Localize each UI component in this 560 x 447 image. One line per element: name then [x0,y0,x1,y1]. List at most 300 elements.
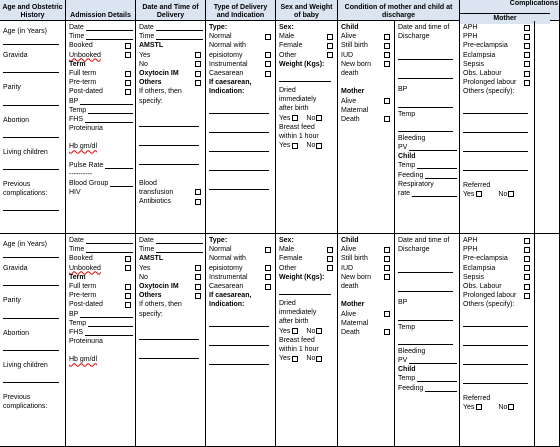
gravida-field[interactable] [3,64,59,73]
discharge-line-1[interactable] [398,264,453,273]
maternal-death-label-2: Death [341,328,360,336]
antibiotics-checkbox[interactable] [195,199,201,205]
dried-no-checkbox[interactable] [316,328,322,334]
transfusion-checkbox[interactable] [195,189,201,195]
booked-label: Booked [69,255,93,263]
comp-line-1[interactable] [463,318,528,327]
prolonged-checkbox[interactable] [524,293,530,299]
mother-label: Mother [341,301,365,309]
bf-yes-checkbox[interactable] [292,143,298,149]
instrumental-checkbox[interactable] [265,61,271,67]
referred-yes-checkbox[interactable] [476,404,482,410]
discharge-bp-label: BP [398,299,408,307]
comp-line-2[interactable] [463,124,528,133]
cell-delivery-type [206,21,276,233]
dried-no-checkbox[interactable] [316,115,322,121]
child-temp-field[interactable] [417,162,457,169]
stillbirth-checkbox[interactable] [384,256,390,262]
cell-delivery-time [136,21,206,233]
cell-condition [338,234,395,446]
booked-checkbox[interactable] [125,256,131,262]
eclampsia-checkbox[interactable] [524,52,530,58]
female-checkbox[interactable] [327,256,333,262]
others-line-3[interactable] [139,156,199,165]
maternal-death-checkbox[interactable] [384,116,390,122]
prolonged-checkbox[interactable] [524,80,530,86]
ifcaes-label: If caesarean, [209,79,252,87]
adm-time-label: Time [69,33,85,41]
child-label: Child [341,24,359,31]
maternal-death-label: Maternal [341,319,369,327]
cell-discharge [395,234,460,446]
discharge-line-2[interactable] [398,283,453,292]
sepsis-checkbox[interactable] [524,61,530,67]
normal-checkbox[interactable] [265,247,271,253]
preterm-checkbox[interactable] [125,80,131,86]
bf-label: Breast feed [279,336,315,344]
del-time-field[interactable] [156,246,203,253]
discharge-line-1[interactable] [398,51,453,60]
referred-yes-label: Yes [463,403,475,411]
dried-yes-label: Yes [279,114,291,122]
oxytocin-checkbox[interactable] [195,71,201,77]
dried-yes-checkbox[interactable] [292,115,298,121]
amstl-no-checkbox[interactable] [195,274,201,280]
normal-label: Normal [209,33,232,41]
male-label: Male [279,33,295,41]
indication-line-2[interactable] [209,337,269,346]
bf-label-2: within 1 hour [279,132,319,140]
register-row [0,234,560,447]
adm-temp-field[interactable] [88,320,133,327]
pph-label: PPH [463,33,478,41]
fullterm-checkbox[interactable] [125,71,131,77]
feeding-field[interactable] [425,385,457,392]
parity-field[interactable] [3,310,59,319]
del-time-field[interactable] [156,33,203,40]
amstl-no-label: No [139,273,148,281]
discharge-label: Discharge [398,246,430,254]
discharge-temp-field[interactable] [398,336,453,345]
comp-line-3[interactable] [463,143,528,152]
child-alive-label: Alive [341,33,357,41]
age-field[interactable] [3,249,59,258]
other-sex-label: Other [279,264,297,272]
cell-age-history [0,21,66,233]
pph-label: PPH [463,246,478,254]
aph-checkbox[interactable] [524,238,530,244]
adm-time-field[interactable] [86,246,133,253]
caesarean-label: Caesarean [209,282,244,290]
referred-label: Referred [463,181,491,189]
ifothers-label-2: specify: [139,97,163,105]
postdated-checkbox[interactable] [125,89,131,95]
aph-label: APH [463,24,478,31]
iud-label: IUD [341,264,354,272]
comp-line-4[interactable] [463,162,528,171]
bf-yes-checkbox[interactable] [292,356,298,362]
pv-label: PV [398,356,408,364]
caesarean-checkbox[interactable] [265,71,271,77]
others-line-1[interactable] [139,118,199,127]
normal-label: Normal [209,246,232,254]
stillbirth-label: Still birth [341,255,368,263]
del-others-checkbox[interactable] [195,80,201,86]
dried-label: Dried [279,299,296,307]
episiotomy-checkbox[interactable] [265,265,271,271]
discharge-dt-label: Date and time of [398,237,450,244]
parity-label: Parity [3,84,21,92]
male-checkbox[interactable] [327,247,333,253]
aph-checkbox[interactable] [524,25,530,31]
blood-label: Blood [139,179,157,187]
adm-temp-field[interactable] [88,107,133,114]
pv-field[interactable] [409,357,457,364]
obs-checkbox[interactable] [524,71,530,77]
iud-label: IUD [341,51,354,59]
adm-date-field[interactable] [86,237,133,244]
ifothers-label: If others, then [139,301,182,309]
fhs-label: FHS [69,328,83,336]
bf-yes-label: Yes [279,142,291,150]
normal-checkbox[interactable] [265,34,271,40]
discharge-child-label: Child [398,153,416,161]
female-checkbox[interactable] [327,43,333,49]
other-sex-checkbox[interactable] [327,52,333,58]
stillbirth-checkbox[interactable] [384,43,390,49]
fullterm-label: Full term [69,282,97,290]
unbooked-label: Unbooked [69,264,101,272]
instrumental-label: Instrumental [209,60,248,68]
male-checkbox[interactable] [327,34,333,40]
fullterm-label: Full term [69,69,97,77]
maternal-death-label: Maternal [341,106,369,114]
weight-label: Weight (Kgs): [279,273,325,281]
header-mother: Mother [460,13,550,24]
child-alive-label: Alive [341,246,357,254]
iud-checkbox[interactable] [384,52,390,58]
abortion-label: Abortion [3,329,30,337]
unbooked-checkbox[interactable] [125,265,131,271]
episiotomy-label: Normal with [209,255,246,263]
bf-label: Breast feed [279,123,315,131]
bf-label-2: within 1 hour [279,345,319,353]
ifcaes-label: If caesarean, [209,292,252,300]
amstl-no-label: No [139,60,148,68]
adm-time-field[interactable] [86,33,133,40]
indication-line-4[interactable] [209,162,269,171]
del-others-checkbox[interactable] [195,293,201,299]
hb-label: Hb gm/dl [69,356,98,364]
mother-alive-label: Alive [341,310,357,318]
living-children-field[interactable] [3,374,59,383]
parity-field[interactable] [3,97,59,106]
cell-sex-weight [276,234,338,446]
preeclampsia-checkbox[interactable] [524,43,530,49]
dashes-label: ---------- [69,171,93,178]
obs-checkbox[interactable] [524,284,530,290]
adm-bp-label: BP [69,310,79,318]
cell-admission [66,21,136,233]
comp-line-1[interactable] [463,105,528,114]
fhs-field[interactable] [85,329,133,336]
bf-no-label: No [306,355,316,363]
preterm-checkbox[interactable] [125,293,131,299]
dried-yes-label: Yes [279,327,291,335]
age-label: Age (in Years) [3,241,47,248]
episiotomy-label-2: episiotomy [209,51,243,59]
ifothers-label-2: specify: [139,310,163,318]
discharge-bp-field[interactable] [398,99,453,108]
del-time-label: Time [139,33,155,41]
living-children-field[interactable] [3,161,59,170]
indication-line-1[interactable] [209,105,269,114]
unbooked-checkbox[interactable] [125,52,131,58]
fhs-label: FHS [69,115,83,123]
weight-field[interactable] [279,73,331,82]
preterm-label: Pre-term [69,292,97,300]
adm-date-label: Date [69,237,84,244]
mother-alive-checkbox[interactable] [384,98,390,104]
referred-yes-checkbox[interactable] [476,191,482,197]
living-children-label: Living children [3,148,48,156]
pulse-field[interactable] [105,162,133,169]
adm-date-label: Date [69,24,84,31]
fhs-field[interactable] [85,116,133,123]
indication-line-3[interactable] [209,143,269,152]
discharge-temp-label: Temp [398,323,416,331]
child-temp-label: Temp [398,162,416,170]
amstl-yes-label: Yes [139,51,151,59]
del-date-label: Date [139,24,154,31]
unbooked-label: Unbooked [69,51,101,59]
caesarean-label: Caesarean [209,69,244,77]
feeding-field[interactable] [425,172,457,179]
cell-age-history [0,234,66,446]
eclampsia-label: Eclampsia [463,51,496,59]
age-field[interactable] [3,36,59,45]
resp-field[interactable] [412,190,457,197]
amstl-label: AMSTL [139,255,164,263]
abortion-field[interactable] [3,129,59,138]
cell-discharge [395,21,460,233]
postdated-label: Post-dated [69,301,103,309]
cell-delivery-type [206,234,276,446]
discharge-temp-field[interactable] [398,123,453,132]
prev-label: Previous [3,393,31,401]
cell-admission [66,234,136,446]
discharge-dt-label: Date and time of [398,24,450,31]
episiotomy-checkbox[interactable] [265,52,271,58]
nbd-checkbox[interactable] [384,274,390,280]
dried-yes-checkbox[interactable] [292,328,298,334]
mother-label: Mother [341,88,365,96]
booked-label: Booked [69,42,93,50]
preterm-label: Pre-term [69,79,97,87]
pv-field[interactable] [409,144,457,151]
sepsis-label: Sepsis [463,60,485,68]
bloodgroup-label: Blood Group [69,180,109,188]
other-sex-checkbox[interactable] [327,265,333,271]
sepsis-label: Sepsis [463,273,485,281]
sex-label: Sex: [279,24,294,31]
cell-extra [535,234,560,446]
pph-checkbox[interactable] [524,247,530,253]
cell-sex-weight [276,21,338,233]
del-date-label: Date [139,237,154,244]
del-time-label: Time [139,246,155,254]
instrumental-label: Instrumental [209,273,248,281]
others-line-2[interactable] [139,350,199,359]
ifothers-label: If others, then [139,88,182,96]
sex-label: Sex: [279,237,294,244]
prev-label-2: complications: [3,403,48,411]
discharge-bp-field[interactable] [398,312,453,321]
abortion-field[interactable] [3,342,59,351]
term-label: Term [69,60,86,68]
nbd-label-2: death [341,282,359,290]
referred-no-checkbox[interactable] [508,191,514,197]
age-label: Age (in Years) [3,28,47,35]
others-line-2[interactable] [139,137,199,146]
dried-label: Dried [279,86,296,94]
del-others-label: Others [139,79,162,87]
nbd-checkbox[interactable] [384,61,390,67]
referred-no-checkbox[interactable] [508,404,514,410]
others-line-1[interactable] [139,331,199,340]
postdated-checkbox[interactable] [125,302,131,308]
adm-bp-field[interactable] [80,98,133,105]
episiotomy-label-2: episiotomy [209,264,243,272]
stillbirth-label: Still birth [341,42,368,50]
mother-alive-label: Alive [341,97,357,105]
parity-label: Parity [3,297,21,305]
adm-temp-label: Temp [69,319,87,327]
term-label: Term [69,273,86,281]
dried-label-3: after birth [279,318,309,326]
header-admission: Admission Details [66,0,136,20]
discharge-temp-label: Temp [398,110,416,118]
amstl-yes-checkbox[interactable] [195,52,201,58]
cell-delivery-time [136,234,206,446]
del-others-label: Others [139,292,162,300]
indication-label: Indication: [209,301,245,309]
eclampsia-checkbox[interactable] [524,265,530,271]
adm-bp-field[interactable] [80,311,133,318]
maternal-death-label-2: Death [341,115,360,123]
antibiotics-label: Antibiotics [139,198,171,206]
prev-label-2: complications: [3,190,48,198]
obs-label: Obs. Labour [463,69,502,77]
booked-checkbox[interactable] [125,43,131,49]
indication-line-5[interactable] [209,181,269,190]
child-temp-field[interactable] [417,375,457,382]
sepsis-checkbox[interactable] [524,274,530,280]
dried-label-2: immediately [279,96,317,104]
aph-label: APH [463,237,478,244]
resp-label-2: rate [398,189,411,197]
weight-label: Weight (Kgs): [279,60,325,68]
type-label: Type: [209,24,228,31]
oxytocin-label: Oxytocin IM [139,282,179,290]
male-label: Male [279,246,295,254]
indication-label: Indication: [209,88,245,96]
del-date-field[interactable] [156,237,203,244]
weight-field[interactable] [279,286,331,295]
caesarean-checkbox[interactable] [265,284,271,290]
postdated-label: Post-dated [69,88,103,96]
bf-no-checkbox[interactable] [316,356,322,362]
maternal-death-checkbox[interactable] [384,329,390,335]
dried-no-label: No [306,114,316,122]
prev-field[interactable] [3,202,59,211]
adm-temp-label: Temp [69,106,87,114]
nbd-label: New born [341,273,371,281]
proteinuria-label: Proteinuria [69,125,103,133]
gravida-label: Gravida [3,265,28,273]
indication-line-3[interactable] [209,356,269,365]
prolonged-label: Prolonged labour [463,79,517,87]
oxytocin-checkbox[interactable] [195,284,201,290]
bloodgroup-field[interactable] [110,180,133,187]
adm-time-label: Time [69,246,85,254]
pph-checkbox[interactable] [524,34,530,40]
child-alive-checkbox[interactable] [384,34,390,40]
referred-no-label: No [498,403,508,411]
preeclampsia-label: Pre-eclampsia [463,255,508,263]
hb-label: Hb gm/dl [69,143,98,151]
eclampsia-label: Eclampsia [463,264,496,272]
amstl-yes-label: Yes [139,264,151,272]
cell-extra [535,21,560,233]
oxytocin-label: Oxytocin IM [139,69,179,77]
preeclampsia-checkbox[interactable] [524,256,530,262]
bleeding-label: Bleeding [398,347,426,355]
bf-yes-label: Yes [279,355,291,363]
adm-bp-label: BP [69,97,79,105]
resp-label: Respiratory [398,180,434,188]
comp-line-4[interactable] [463,375,528,384]
discharge-bp-label: BP [398,86,408,94]
female-label: Female [279,255,303,263]
indication-line-2[interactable] [209,124,269,133]
cell-condition [338,21,395,233]
bf-no-checkbox[interactable] [316,143,322,149]
child-alive-checkbox[interactable] [384,247,390,253]
amstl-no-checkbox[interactable] [195,61,201,67]
dried-label-2: immediately [279,309,317,317]
transfusion-label: transfusion [139,188,174,196]
comp-line-2[interactable] [463,337,528,346]
indication-line-1[interactable] [209,318,269,327]
del-date-field[interactable] [156,24,203,31]
abortion-label: Abortion [3,116,30,124]
instrumental-checkbox[interactable] [265,274,271,280]
pv-label: PV [398,143,408,151]
comp-line-3[interactable] [463,356,528,365]
fullterm-checkbox[interactable] [125,284,131,290]
feeding-label: Feeding [398,384,424,392]
amstl-yes-checkbox[interactable] [195,265,201,271]
gravida-label: Gravida [3,52,28,60]
discharge-line-2[interactable] [398,70,453,79]
proteinuria-label: Proteinuria [69,338,103,346]
mother-alive-checkbox[interactable] [384,311,390,317]
child-temp-label: Temp [398,375,416,383]
iud-checkbox[interactable] [384,265,390,271]
gravida-field[interactable] [3,277,59,286]
adm-date-field[interactable] [86,24,133,31]
